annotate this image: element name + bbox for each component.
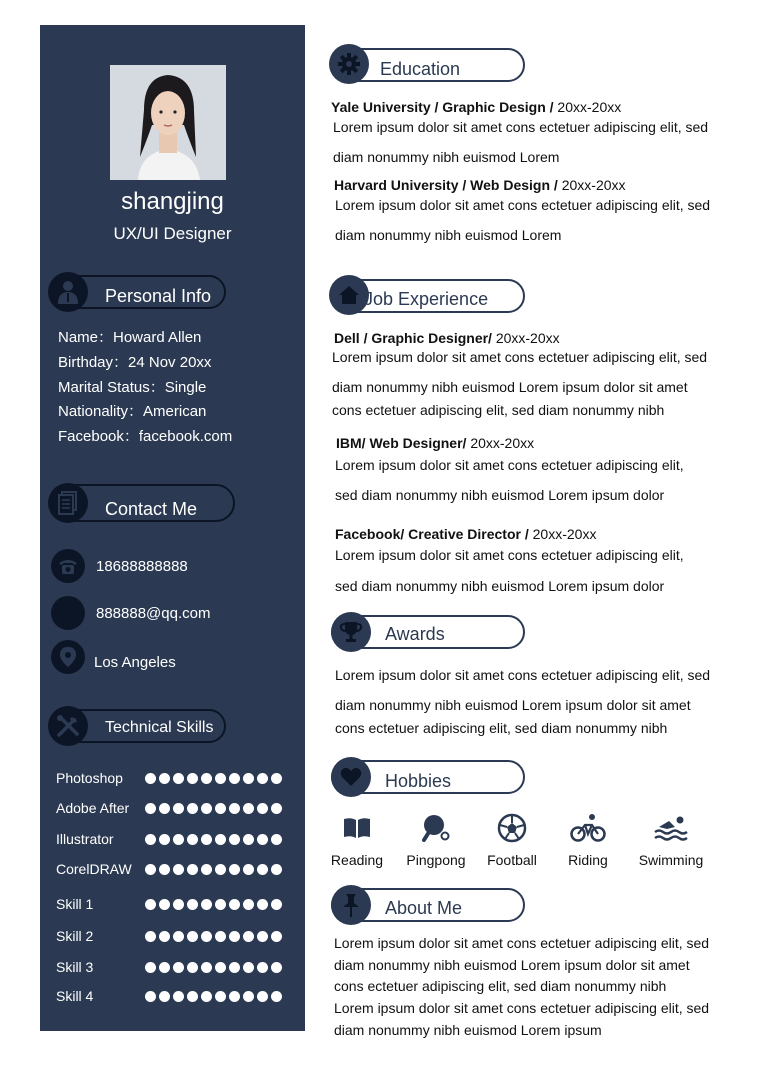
skill-rating <box>145 864 282 875</box>
skill-dot <box>173 803 184 814</box>
skill-dot <box>257 899 268 910</box>
location-pin-icon <box>51 640 85 674</box>
skill-dot <box>173 962 184 973</box>
email-icon <box>51 596 85 630</box>
skill-name: Illustrator <box>56 831 114 847</box>
personal-info-title: Personal Info <box>105 286 212 306</box>
skill-dot <box>215 803 226 814</box>
education-entry-title <box>331 99 621 115</box>
swimming-icon <box>631 812 711 844</box>
about-text: cons ectetuer adipiscing elit, sed diam nonummy nibh <box>334 978 667 994</box>
trophy-icon <box>331 612 371 652</box>
contact-location: Los Angeles <box>94 654 176 671</box>
skill-dot <box>201 773 212 784</box>
skill-dot <box>215 834 226 845</box>
experience-entry-title <box>335 526 596 542</box>
skill-dot <box>257 864 268 875</box>
skill-dot <box>243 991 254 1002</box>
skill-name: Skill 2 <box>56 928 94 944</box>
skill-dot <box>201 803 212 814</box>
skill-dot <box>257 803 268 814</box>
contact-phone: 18688888888 <box>96 558 188 575</box>
skill-dot <box>201 864 212 875</box>
hobby-pingpong <box>396 812 476 868</box>
about-text: Lorem ipsum dolor sit amet cons ectetuer adipiscing elit, sed <box>334 1000 710 1016</box>
skill-name: Skill 3 <box>56 959 94 975</box>
hobby-reading <box>317 812 397 868</box>
skill-rating <box>145 803 282 814</box>
education-entry-text: diam nonummy nibh euismod Lorem <box>333 149 560 165</box>
skill-name: Skill 1 <box>56 896 94 912</box>
skill-dot <box>243 931 254 942</box>
info-facebook: Facebook：facebook.com <box>58 428 233 445</box>
skill-dot <box>229 899 240 910</box>
skill-dot <box>229 962 240 973</box>
gear-icon <box>329 44 369 84</box>
hobby-label: Swimming <box>638 852 704 868</box>
skill-dot <box>159 834 170 845</box>
education-entry-institution: Harvard University / Web Design / <box>334 177 558 193</box>
hobby-riding <box>548 812 628 868</box>
awards-text: diam nonummy nibh euismod Lorem ipsum dolor sit amet <box>335 697 691 713</box>
tools-icon <box>48 706 88 746</box>
skill-dot <box>145 803 156 814</box>
skill-dot <box>187 931 198 942</box>
skill-dot <box>145 834 156 845</box>
skill-dot <box>215 931 226 942</box>
education-entry-date: 20xx-20xx <box>553 99 622 115</box>
skill-name: Adobe After <box>56 800 130 816</box>
skill-dot <box>173 931 184 942</box>
skill-dot <box>243 803 254 814</box>
skill-dot <box>243 899 254 910</box>
skill-rating <box>145 991 282 1002</box>
skill-dot <box>271 899 282 910</box>
football-icon <box>472 812 552 844</box>
skill-name: Skill 4 <box>56 988 94 1004</box>
skill-dot <box>271 773 282 784</box>
info-nationality: Nationality：American <box>58 403 207 420</box>
info-birthday: Birthday：24 Nov 20xx <box>58 354 212 371</box>
pin-icon <box>331 885 371 925</box>
skill-dot <box>159 773 170 784</box>
skill-dot <box>187 773 198 784</box>
skill-dot <box>215 899 226 910</box>
sidebar <box>40 25 305 1031</box>
hobby-label: Reading <box>330 852 384 868</box>
about-text: Lorem ipsum dolor sit amet cons ectetuer adipiscing elit, sed <box>334 935 710 951</box>
info-name: Name：Howard Allen <box>58 329 202 346</box>
skill-rating <box>145 899 282 910</box>
skill-dot <box>201 899 212 910</box>
skill-name: CorelDRAW <box>56 861 132 877</box>
home-icon <box>329 275 369 315</box>
hobby-label: Pingpong <box>406 852 466 868</box>
education-entry-institution: Yale University / Graphic Design / <box>331 99 554 115</box>
skill-dot <box>145 773 156 784</box>
heart-icon <box>331 757 371 797</box>
awards-text: cons ectetuer adipiscing elit, sed diam nonummy nibh <box>335 720 668 736</box>
skill-dot <box>145 864 156 875</box>
skill-dot <box>201 991 212 1002</box>
skill-rating <box>145 773 282 784</box>
education-entry-text: diam nonummy nibh euismod Lorem <box>335 227 562 243</box>
experience-entry-date: 20xx-20xx <box>491 330 560 346</box>
skill-dot <box>145 899 156 910</box>
profile-name: shangjing <box>121 188 224 215</box>
contact-title: Contact Me <box>105 499 198 519</box>
bicycle-icon <box>548 812 628 844</box>
education-entry-text: Lorem ipsum dolor sit amet cons ectetuer adipiscing elit, sed <box>333 119 709 135</box>
skill-dot <box>173 991 184 1002</box>
skill-rating <box>145 834 282 845</box>
skill-dot <box>229 834 240 845</box>
experience-entry-text: Lorem ipsum dolor sit amet cons ectetuer adipiscing elit, <box>335 457 684 473</box>
experience-entry-company: IBM/ Web Designer/ <box>336 435 467 451</box>
skill-dot <box>271 931 282 942</box>
skill-rating <box>145 962 282 973</box>
skill-dot <box>243 773 254 784</box>
skill-dot <box>159 864 170 875</box>
skill-dot <box>229 773 240 784</box>
experience-entry-text: sed diam nonummy nibh euismod Lorem ipsum dolor <box>335 487 665 503</box>
experience-entry-company: Facebook/ Creative Director / <box>335 526 529 542</box>
skill-dot <box>173 899 184 910</box>
skill-dot <box>243 864 254 875</box>
experience-title: Job Experience <box>364 289 489 309</box>
experience-entry-company: Dell / Graphic Designer/ <box>334 330 492 346</box>
skill-dot <box>201 834 212 845</box>
skill-dot <box>187 834 198 845</box>
skill-rating <box>145 931 282 942</box>
skill-dot <box>173 773 184 784</box>
hobby-label: Riding <box>568 852 608 868</box>
skill-dot <box>215 864 226 875</box>
skill-dot <box>187 962 198 973</box>
education-title: Education <box>380 59 461 79</box>
experience-entry-text: cons ectetuer adipiscing elit, sed diam nonummy nibh <box>332 402 665 418</box>
skill-dot <box>229 931 240 942</box>
skill-dot <box>159 803 170 814</box>
skill-dot <box>187 803 198 814</box>
profile-photo <box>110 65 226 180</box>
experience-entry-title <box>334 330 560 346</box>
skill-dot <box>243 834 254 845</box>
skill-dot <box>159 962 170 973</box>
experience-entry-text: diam nonummy nibh euismod Lorem ipsum dolor sit amet <box>332 379 688 395</box>
skill-dot <box>229 803 240 814</box>
skill-dot <box>159 931 170 942</box>
user-icon <box>48 272 88 312</box>
awards-title: Awards <box>385 624 445 644</box>
skill-dot <box>215 962 226 973</box>
skill-dot <box>215 991 226 1002</box>
info-marital-status: Marital Status：Single <box>58 379 207 396</box>
skill-dot <box>173 864 184 875</box>
contact-email: 888888@qq.com <box>96 605 211 622</box>
skill-dot <box>215 773 226 784</box>
about-text: diam nonummy nibh euismod Lorem ipsum <box>334 1022 602 1038</box>
education-entry-date: 20xx-20xx <box>557 177 626 193</box>
about-title: About Me <box>385 898 463 918</box>
about-text: diam nonummy nibh euismod Lorem ipsum dolor sit amet <box>334 957 690 973</box>
skill-dot <box>201 962 212 973</box>
skill-dot <box>187 864 198 875</box>
phone-icon <box>51 549 85 583</box>
experience-entry-date: 20xx-20xx <box>466 435 535 451</box>
education-entry-title <box>334 177 626 193</box>
skill-dot <box>243 962 254 973</box>
experience-entry-title <box>336 435 534 451</box>
experience-entry-text: sed diam nonummy nibh euismod Lorem ipsum dolor <box>335 578 665 594</box>
skills-title: Technical Skills <box>105 719 214 736</box>
hobby-label: Football <box>487 852 537 868</box>
pingpong-icon <box>396 812 476 844</box>
book-icon <box>317 812 397 844</box>
skill-dot <box>159 991 170 1002</box>
skill-dot <box>145 962 156 973</box>
skill-dot <box>229 991 240 1002</box>
skill-dot <box>145 931 156 942</box>
skill-dot <box>257 773 268 784</box>
skill-dot <box>271 991 282 1002</box>
hobbies-title: Hobbies <box>385 771 452 791</box>
document-icon <box>48 483 88 523</box>
experience-entry-date: 20xx-20xx <box>528 526 597 542</box>
skill-dot <box>271 864 282 875</box>
skill-dot <box>271 803 282 814</box>
skill-dot <box>257 834 268 845</box>
skill-dot <box>187 899 198 910</box>
experience-entry-text: Lorem ipsum dolor sit amet cons ectetuer adipiscing elit, <box>335 547 684 563</box>
hobby-swimming <box>631 812 711 868</box>
skill-name: Photoshop <box>56 770 123 786</box>
hobby-football <box>472 812 552 868</box>
skill-dot <box>257 991 268 1002</box>
skill-dot <box>159 899 170 910</box>
skill-dot <box>145 991 156 1002</box>
awards-text: Lorem ipsum dolor sit amet cons ectetuer adipiscing elit, sed <box>335 667 711 683</box>
profile-role: UX/UI Designer <box>113 224 232 243</box>
skill-dot <box>257 962 268 973</box>
skill-dot <box>229 864 240 875</box>
skill-dot <box>271 962 282 973</box>
skill-dot <box>187 991 198 1002</box>
education-entry-text: Lorem ipsum dolor sit amet cons ectetuer adipiscing elit, sed <box>335 197 711 213</box>
skill-dot <box>173 834 184 845</box>
skill-dot <box>201 931 212 942</box>
skill-dot <box>271 834 282 845</box>
skill-dot <box>257 931 268 942</box>
experience-entry-text: Lorem ipsum dolor sit amet cons ectetuer adipiscing elit, sed <box>332 349 708 365</box>
